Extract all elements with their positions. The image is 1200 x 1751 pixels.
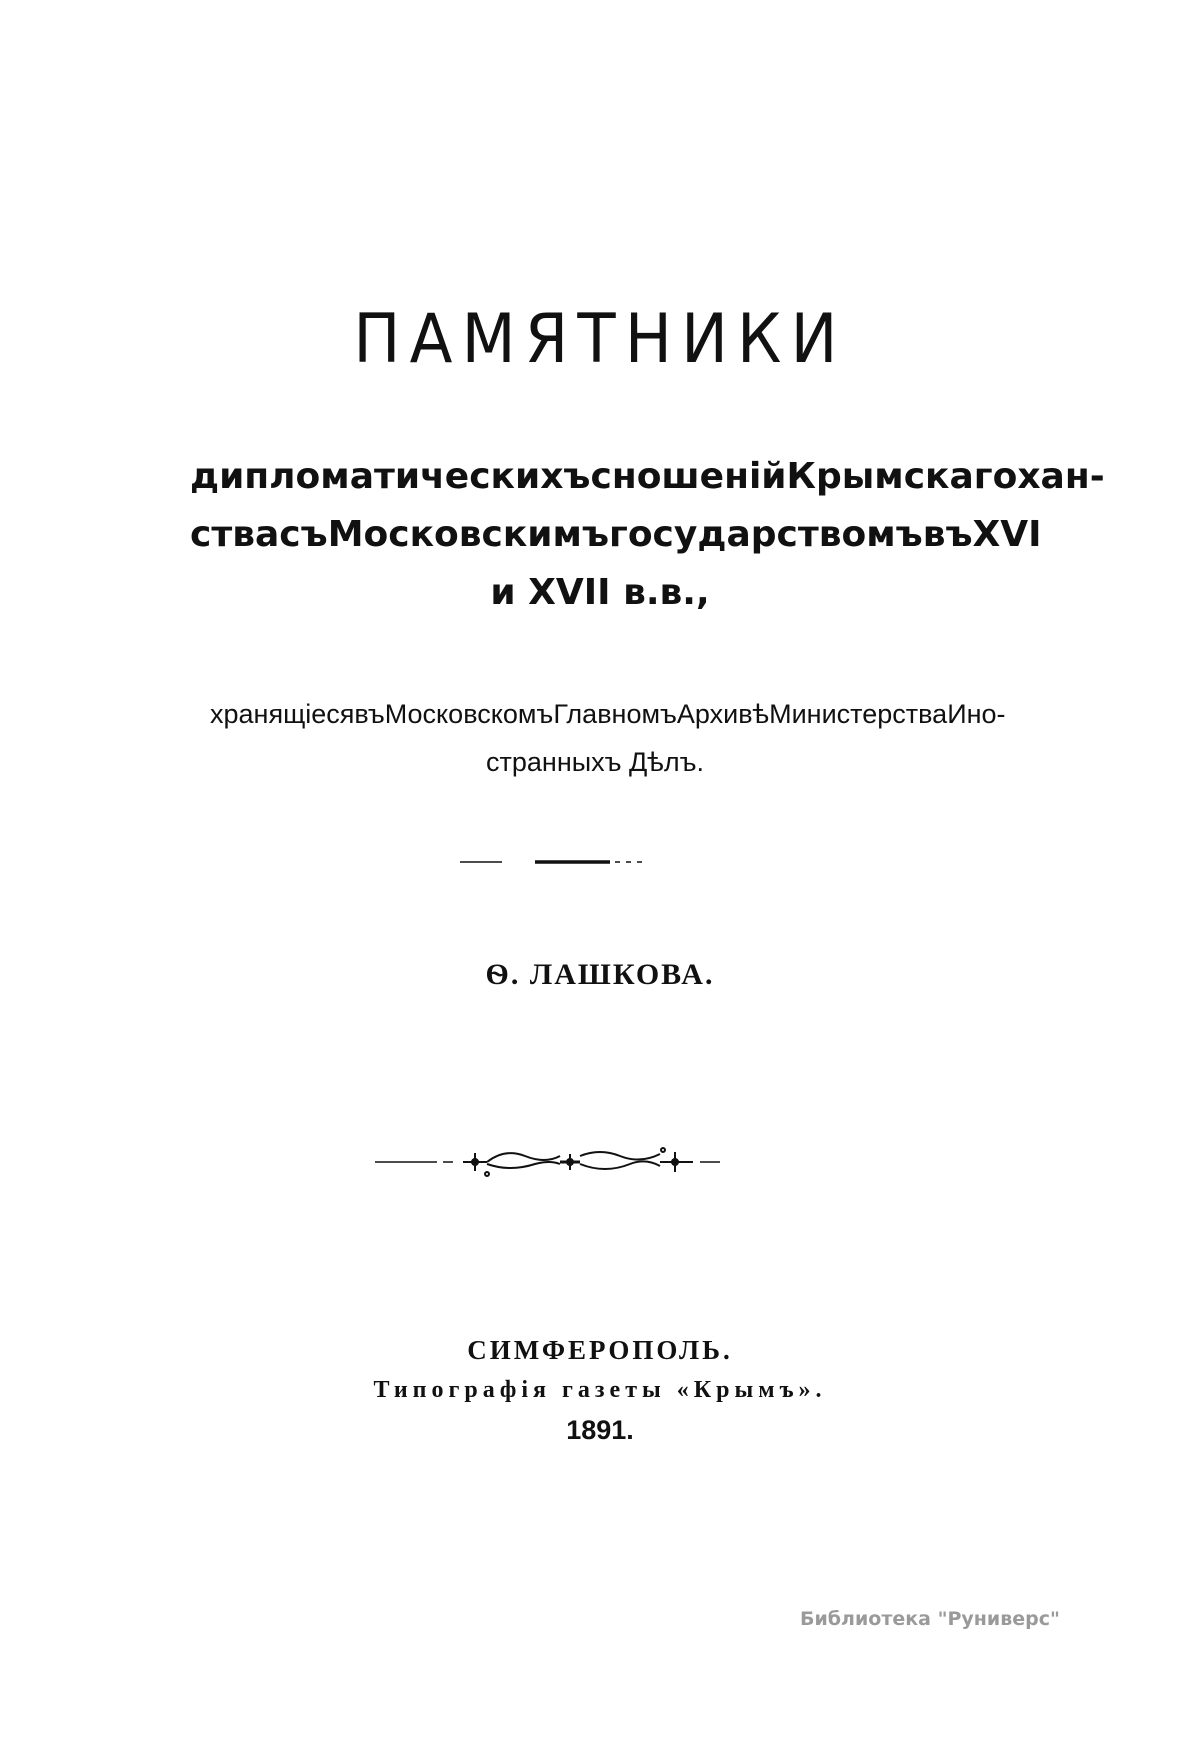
subtitle-line-2 xyxy=(190,506,1042,564)
book-title: ПАМЯТНИКИ xyxy=(353,300,847,379)
storage-word: хранящіеся xyxy=(210,699,355,729)
subtitle-word: в.в., xyxy=(623,572,710,613)
imprint-city: СИМФЕРОПОЛЬ. xyxy=(467,1335,733,1365)
author-name: Ѳ. ЛАШКОВА. xyxy=(485,958,715,991)
storage-word: Архивѣ xyxy=(676,699,770,729)
storage-word: Ино- xyxy=(947,699,1006,729)
library-watermark: Библиотека "Руниверс" xyxy=(800,1608,1060,1630)
subtitle-word: Крымскаго xyxy=(786,456,1018,497)
subtitle-word: ства xyxy=(190,514,280,555)
imprint-printer: Типографія газеты «Крымъ». xyxy=(373,1377,827,1403)
storage-note xyxy=(210,690,1006,786)
rule-divider xyxy=(460,858,660,866)
ornament-divider xyxy=(375,1142,755,1182)
subtitle-line-3 xyxy=(190,564,1010,622)
storage-word: Московскомъ xyxy=(384,699,554,729)
subtitle-line-1 xyxy=(190,448,1105,506)
imprint-block xyxy=(0,1330,1200,1450)
storage-line-2 xyxy=(210,738,980,786)
subtitle-word: Московскимъ xyxy=(327,514,610,555)
storage-word: Министерства xyxy=(769,699,948,729)
storage-line-1 xyxy=(210,690,1006,738)
subtitle-word: XVII xyxy=(528,572,611,613)
subtitle-word: и xyxy=(490,572,516,613)
subtitle-word: государствомъ xyxy=(609,514,923,555)
subtitle-word: XVI xyxy=(972,514,1042,555)
subtitle-word: въ xyxy=(922,514,973,555)
storage-word: странныхъ Дѣлъ. xyxy=(486,747,704,777)
subtitle-block xyxy=(190,448,1105,622)
subtitle-word: съ xyxy=(279,514,328,555)
subtitle-word: сношеній xyxy=(590,456,787,497)
storage-word: Главномъ xyxy=(553,699,677,729)
storage-word: въ xyxy=(354,699,385,729)
imprint-year: 1891. xyxy=(566,1415,634,1445)
subtitle-word: дипломатическихъ xyxy=(190,456,591,497)
subtitle-word: хан- xyxy=(1017,456,1105,497)
